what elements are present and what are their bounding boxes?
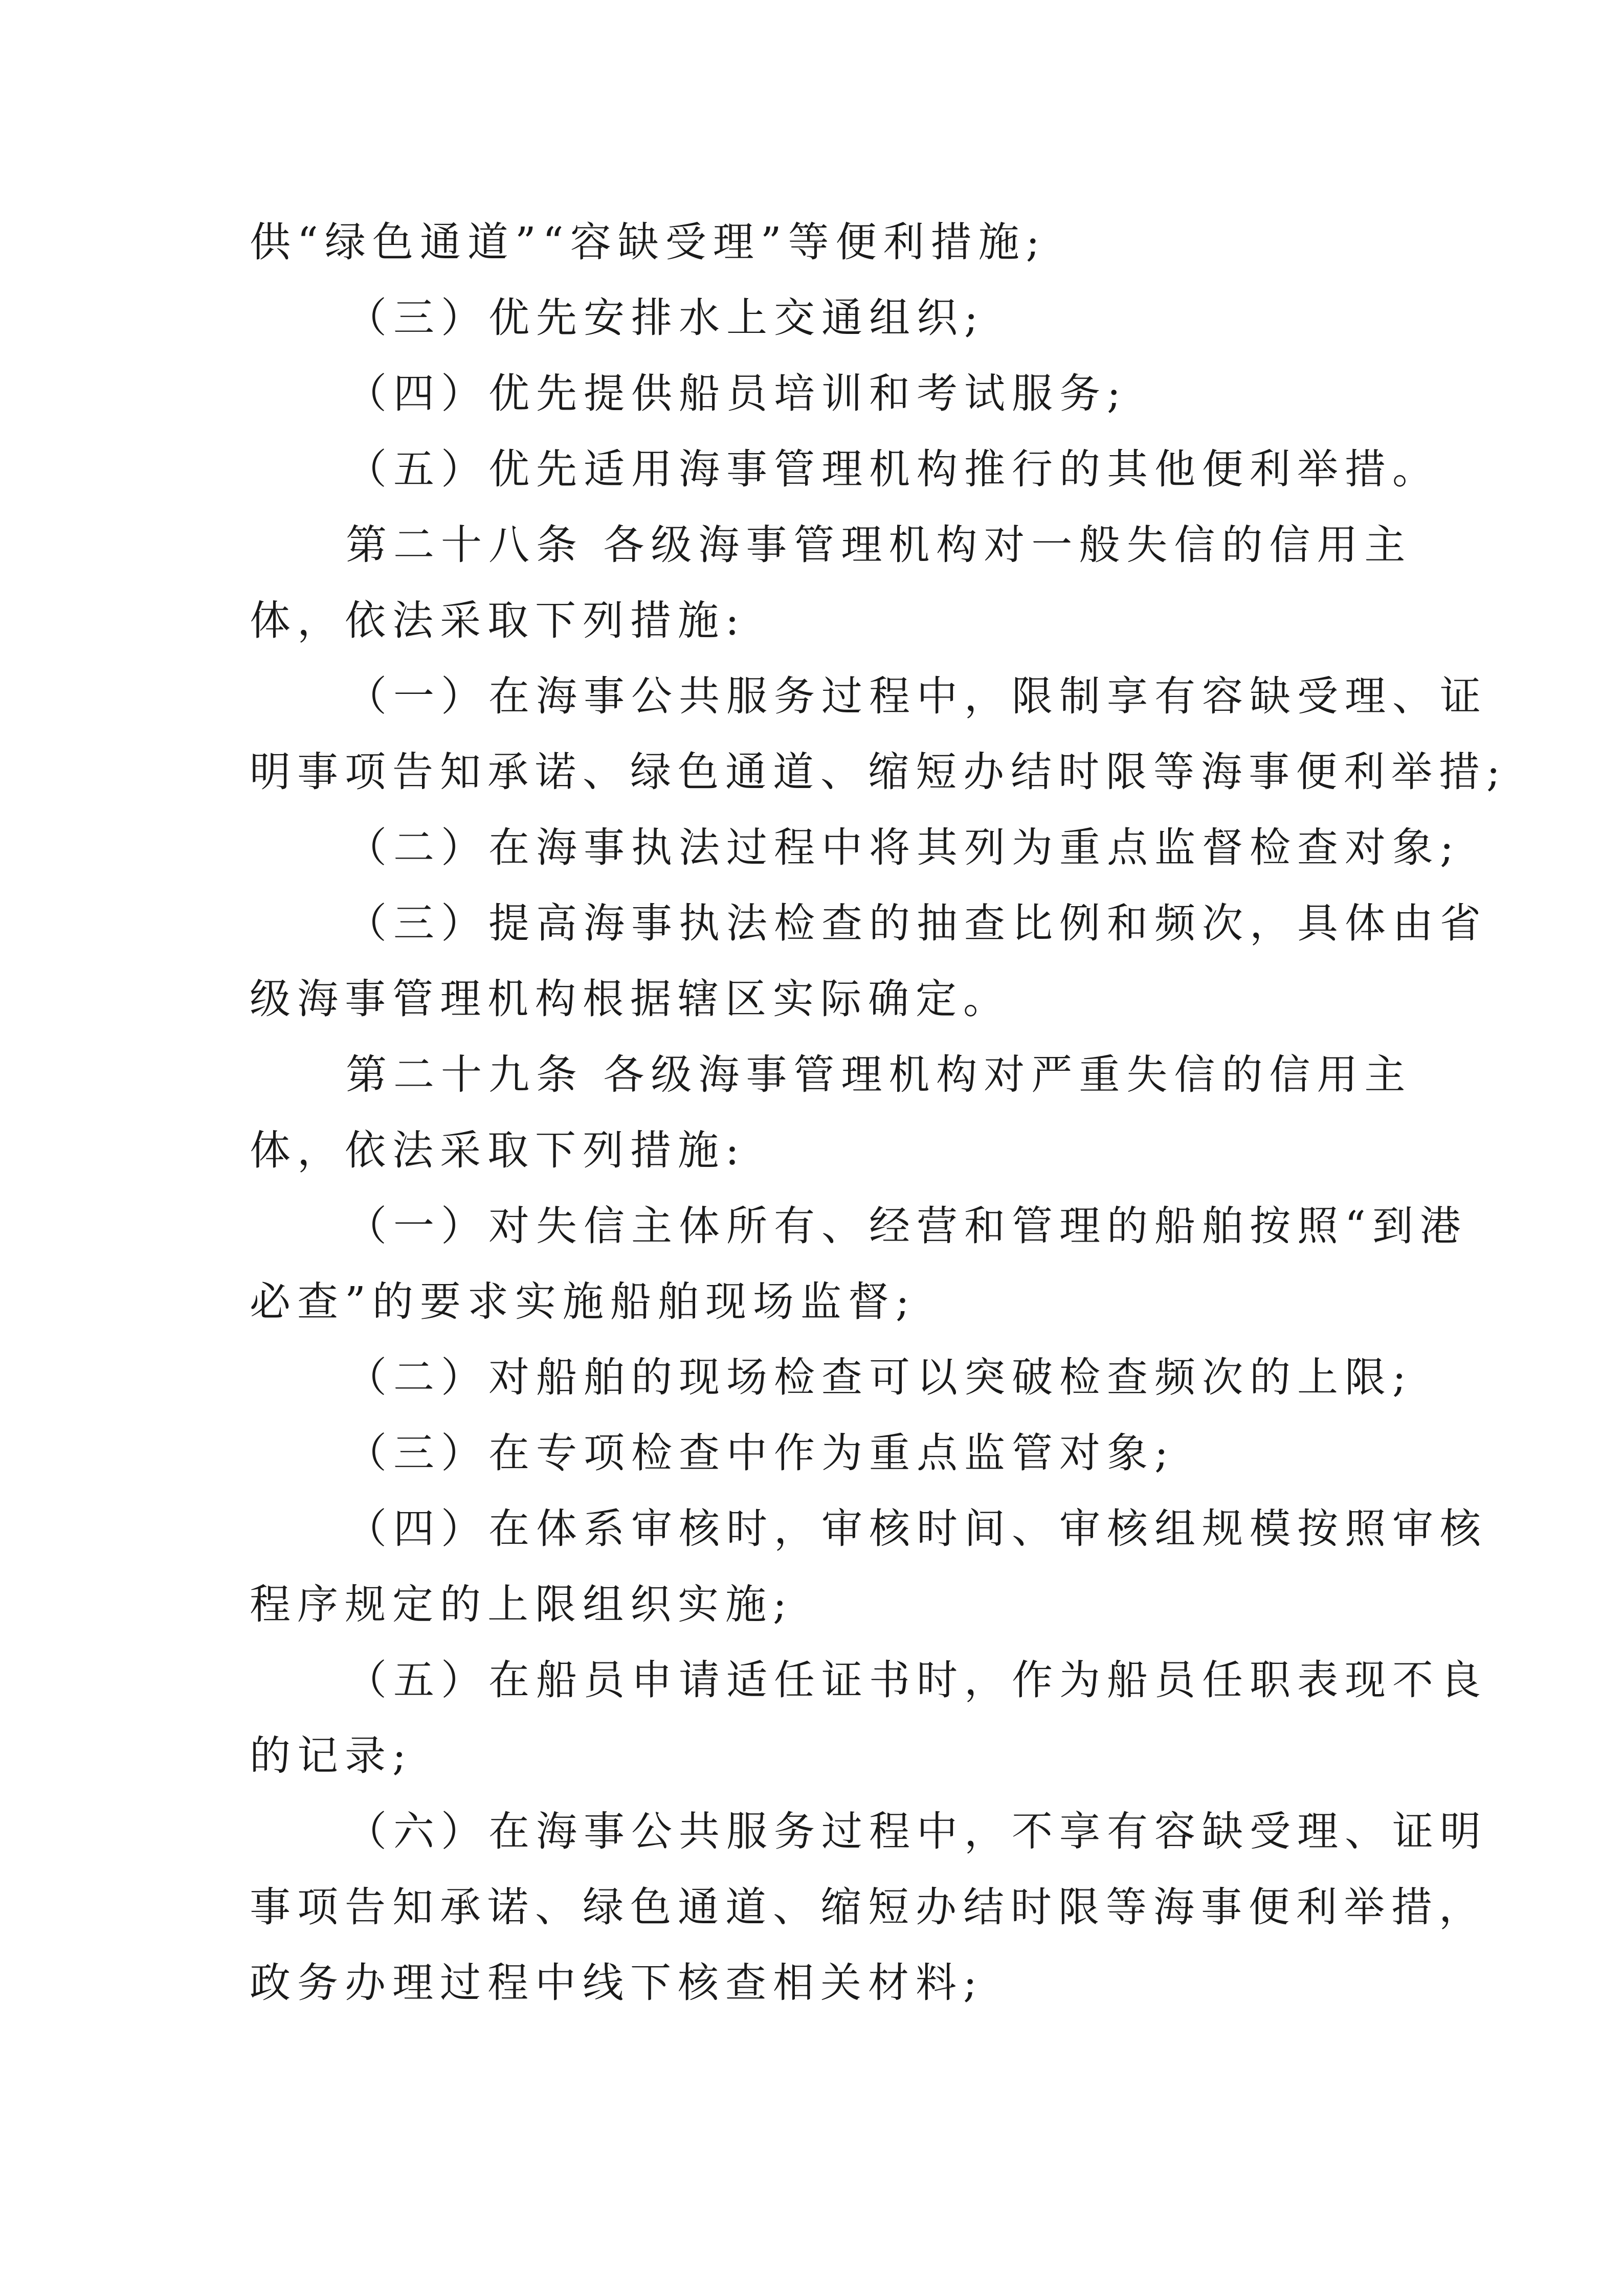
text-line: （四）优先提供船员培训和考试服务;: [346, 370, 1127, 417]
document-body: [250, 205, 1507, 2021]
text-line: （三）在专项检查中作为重点监管对象;: [346, 1429, 1175, 1477]
text-line: 明事项告知承诺、绿色通道、缩短办结时限等海事便利举措;: [250, 748, 1507, 796]
text-line: 事项告知承诺、绿色通道、缩短办结时限等海事便利举措，: [250, 1883, 1486, 1931]
text-line: （一）在海事公共服务过程中，限制享有容缺受理、证: [346, 672, 1487, 720]
article-heading-line: 第二十八条 各级海事管理机构对一般失信的信用主: [346, 521, 1412, 569]
text-line: （三）优先安排水上交通组织;: [346, 294, 985, 342]
text-line: 供“绿色通道”“容缺受理”等便利措施;: [250, 218, 1047, 266]
text-line: 必查”的要求实施船舶现场监督;: [250, 1278, 916, 1325]
text-line: 程序规定的上限组织实施;: [250, 1581, 793, 1628]
text-line: （四）在体系审核时，审核时间、审核组规模按照审核: [346, 1505, 1487, 1552]
text-line: （二）在海事执法过程中将其列为重点监督检查对象;: [346, 824, 1460, 871]
text-line: 的记录;: [250, 1732, 413, 1780]
text-line: （一）对失信主体所有、经营和管理的船舶按照“到港: [346, 1202, 1467, 1250]
text-line: 政务办理过程中线下核查相关材料;: [250, 1959, 984, 2007]
text-line: （六）在海事公共服务过程中，不享有容缺受理、证明: [346, 1808, 1487, 1855]
text-line: （三）提高海事执法检查的抽查比例和频次，具体由省: [346, 899, 1487, 947]
text-line: （五）优先适用海事管理机构推行的其他便利举措。: [346, 445, 1440, 493]
text-line: 级海事管理机构根据辖区实际确定。: [250, 975, 1011, 1023]
text-line: 体，依法采取下列措施:: [250, 597, 746, 644]
text-line: （二）对船舶的现场检查可以突破检查频次的上限;: [346, 1354, 1413, 1401]
text-line: 体，依法采取下列措施:: [250, 1127, 746, 1174]
text-line: （五）在船员申请适任证书时，作为船员任职表现不良: [346, 1656, 1487, 1704]
article-heading-line: 第二十九条 各级海事管理机构对严重失信的信用主: [346, 1051, 1412, 1098]
